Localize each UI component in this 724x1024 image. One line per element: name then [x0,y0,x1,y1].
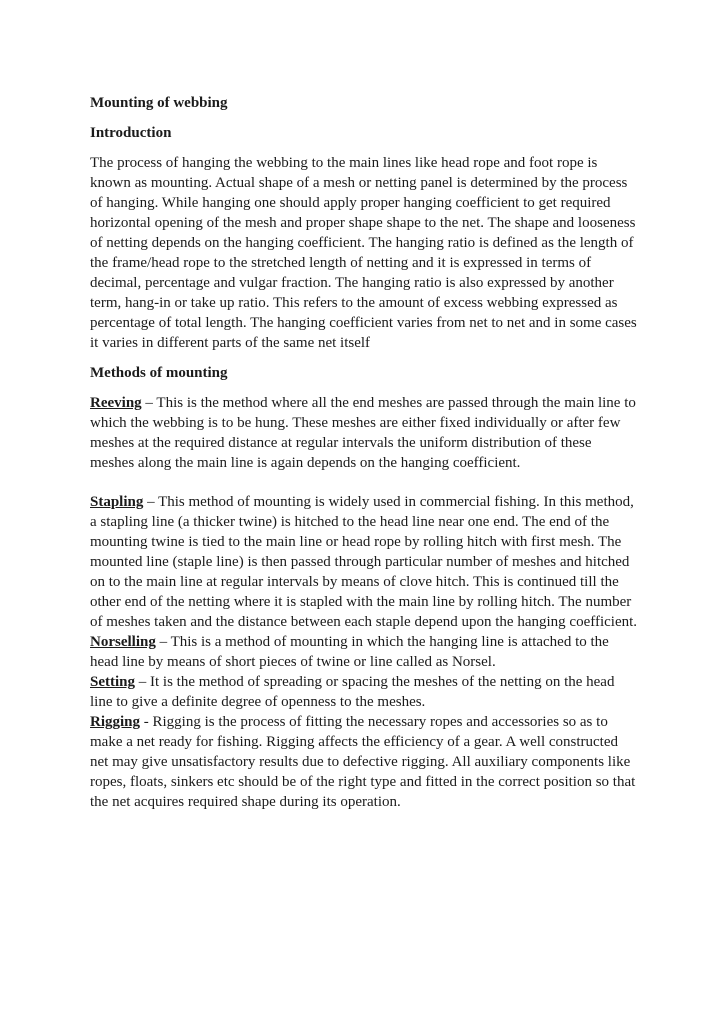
method-paragraph-setting [90,672,638,712]
section-heading-methods-of-mounting: Methods of mounting [90,365,228,381]
method-text-stapling: – This method of mounting is widely used in commercial fishing. In this method, a stapling line (a thicker twine) is hitched to the head line near one end. The end of the mounting twine is tied to the main line or head rope by rolling hitch with first mesh. The mounted line (staple line) is then passed through particular number of meshes and hitched on to the main line at regular intervals by means of clove hitch. This is continued till the other end of the netting where it is stapled with the main line by rolling hitch. The number of meshes taken and the distance between each staple depend upon the hanging coefficient. [90,494,638,630]
method-paragraph-reeving [90,393,638,473]
method-text-reeving: – This is the method where all the end meshes are passed through the main line to which the webbing is to be hung. These meshes are either fixed individually or after few meshes at the required distance at regular intervals the uniform distribution of these meshes along the main line is again depends on the hanging coefficient. [90,395,636,471]
method-term-norselling: Norselling [90,634,156,650]
method-text-setting: – It is the method of spreading or spacing the meshes of the netting on the head line to give a definite degree of openness to the meshes. [90,674,615,710]
method-paragraph-stapling [90,492,638,632]
method-term-reeving: Reeving [90,395,142,411]
method-text-rigging: - Rigging is the process of fitting the necessary ropes and accessories so as to make a net ready for fishing. Rigging affects the efficiency of a gear. A well constructed net may give unsatisfactory results due to defective rigging. All auxiliary components like ropes, floats, sinkers etc should be of the right type and fitted in the correct position so that the net acquires required shape during its operation. [90,714,636,810]
method-text-norselling: – This is a method of mounting in which the hanging line is attached to the head line by means of short pieces of twine or line called as Norsel. [90,634,609,670]
document-content [90,93,638,812]
method-paragraph-norselling [90,632,638,672]
method-paragraph-rigging [90,712,638,812]
method-term-rigging: Rigging [90,714,141,730]
introduction-paragraph: The process of hanging the webbing to the main lines like head rope and foot rope is known as mounting. Actual shape of a mesh or netting panel is determined by the process of hanging. While hanging one should apply proper hanging coefficient to get required horizontal opening of the mesh and proper shape shape to the net. The shape and looseness of netting depends on the hanging coefficient. The hanging ratio is defined as the length of the frame/head rope to the stretched length of netting and it is expressed in terms of decimal, percentage and vulgar fraction. The hanging ratio is also expressed by another term, hang-in or take up ratio. This refers to the amount of excess webbing expressed as percentage of total length. The hanging coefficient varies from net to net and in some cases it varies in different parts of the same net itself [90,155,637,351]
document-title: Mounting of webbing [90,95,228,111]
method-term-setting: Setting [90,674,135,690]
section-heading-introduction: Introduction [90,125,172,141]
method-term-stapling: Stapling [90,494,144,510]
